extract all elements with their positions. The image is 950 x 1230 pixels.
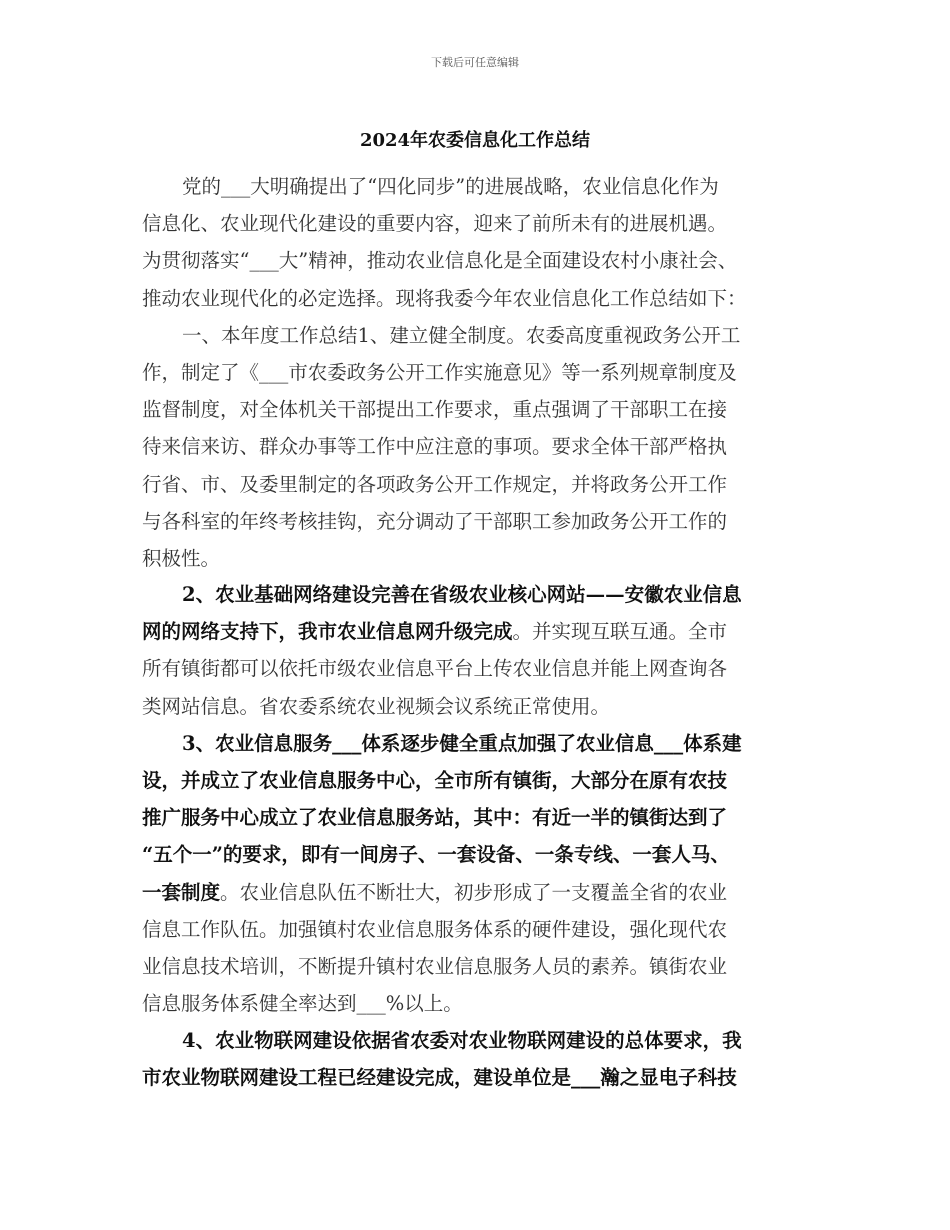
plain-text: 所有镇街都可以依托市级农业信息平台上传农业信息并能上网查询各 <box>142 657 728 681</box>
text-line <box>142 836 814 873</box>
text-line <box>142 168 814 205</box>
plain-text: 为贯彻落实“___大”精神，推动农业信息化是全面建设农村小康社会、 <box>142 249 738 273</box>
bold-text: 4、农业物联网建设依据省农委对农业物联网建设的总体要求，我 <box>182 1029 742 1052</box>
text-line <box>142 428 814 465</box>
text-line <box>142 354 814 391</box>
bold-text: 设，并成立了农业信息服务中心，全市所有镇街，大部分在原有农技 <box>142 768 728 792</box>
text-line <box>142 688 814 725</box>
plain-text: 行省、市、及委里制定的各项政务公开工作规定，并将政务公开工作 <box>142 472 728 496</box>
text-line <box>142 985 814 1022</box>
body-text-part-2 <box>142 576 814 1022</box>
page-header: 下载后可任意编辑 <box>431 56 519 69</box>
text-line <box>142 874 814 911</box>
plain-text: 。农业信息队伍不断壮大，初步形成了一支覆盖全省的农业 <box>220 880 728 904</box>
plain-text: 推动农业现代化的必定选择。现将我委今年农业信息化工作总结如下： <box>142 286 747 310</box>
plain-text: 业信息技术培训，不断提升镇村农业信息服务人员的素养。镇街农业 <box>142 954 728 978</box>
text-line <box>142 391 814 428</box>
text-line <box>142 540 814 577</box>
bold-text: 市农业物联网建设工程已经建设完成，建设单位是___瀚之显电子科技 <box>142 1066 737 1090</box>
plain-text: 待来信来访、群众办事等工作中应注意的事项。要求全体干部严格执 <box>142 435 728 459</box>
plain-text: 信息服务体系健全率达到___%以上。 <box>142 992 463 1016</box>
plain-text: 监督制度，对全体机关干部提出工作要求，重点强调了干部职工在接 <box>142 398 728 422</box>
text-line <box>142 613 814 650</box>
plain-text: 党的___大明确提出了“四化同步”的进展战略，农业信息化作为 <box>182 175 719 198</box>
text-line <box>142 576 814 613</box>
body-text-part-3 <box>142 1022 814 1096</box>
document-title: 2024年农委信息化工作总结 <box>359 130 591 151</box>
body-text-part-1 <box>142 168 814 577</box>
text-line <box>142 762 814 799</box>
plain-text: 。并实现互联互通。全市 <box>512 620 728 644</box>
plain-text: 信息化、农业现代化建设的重要内容，迎来了前所未有的进展机遇。 <box>142 212 728 236</box>
bold-text: “五个一”的要求，即有一间房子、一套设备、一条专线、一套人马、 <box>142 843 730 867</box>
plain-text: 与各科室的年终考核挂钩，充分调动了干部职工参加政务公开工作的 <box>142 509 728 533</box>
plain-text: 一、本年度工作总结1、建立健全制度。农委高度重视政务公开工 <box>182 323 741 347</box>
text-line <box>142 503 814 540</box>
text-line <box>142 650 814 687</box>
text-line <box>142 280 814 317</box>
text-line <box>142 799 814 836</box>
text-line <box>142 242 814 279</box>
text-line <box>142 948 814 985</box>
plain-text: 积极性。 <box>142 546 221 570</box>
bold-text: 2、农业基础网络建设完善在省级农业核心网站——安徽农业信息 <box>182 583 742 606</box>
bold-text: 网的网络支持下，我市农业信息网升级完成 <box>142 620 513 644</box>
plain-text: 作，制定了《___市农委政务公开工作实施意见》等一系列规章制度及 <box>142 360 737 384</box>
plain-text: 信息工作队伍。加强镇村农业信息服务体系的硬件建设，强化现代农 <box>142 917 728 941</box>
plain-text: 类网站信息。省农委系统农业视频会议系统正常使用。 <box>142 694 611 718</box>
text-line <box>142 1022 814 1059</box>
text-line <box>142 1059 814 1096</box>
text-line <box>142 466 814 503</box>
bold-text: 推广服务中心成立了农业信息服务站，其中：有近一半的镇街达到了 <box>142 806 728 830</box>
text-line <box>142 911 814 948</box>
text-line <box>142 205 814 242</box>
bold-text: 3、农业信息服务___体系逐步健全重点加强了农业信息___体系建 <box>182 731 742 755</box>
bold-text: 一套制度 <box>142 880 221 904</box>
text-line <box>142 317 814 354</box>
text-line <box>142 725 814 762</box>
